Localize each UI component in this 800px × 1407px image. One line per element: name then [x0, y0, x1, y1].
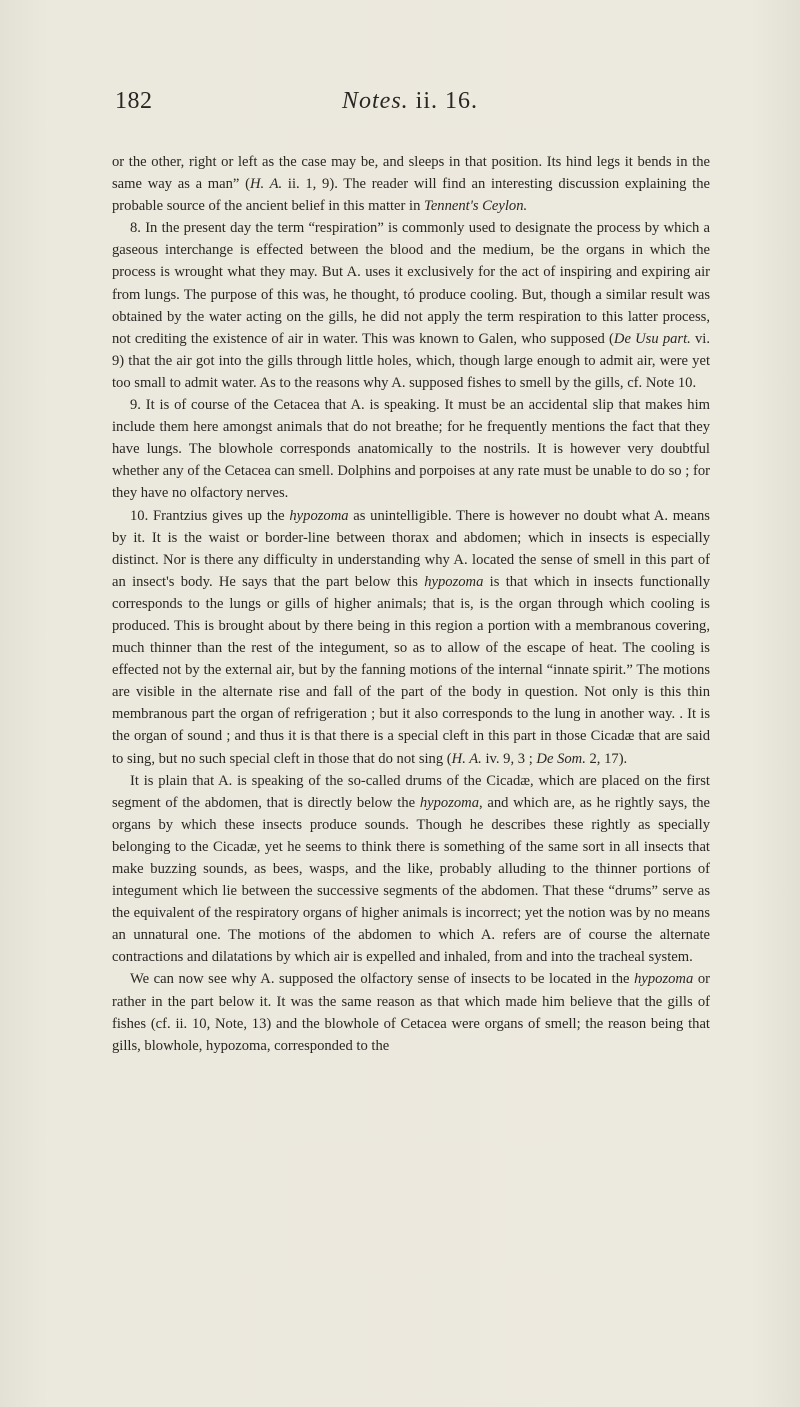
italic-text: hypozoma	[634, 971, 694, 988]
body-text	[112, 151, 710, 1057]
italic-text: H. A.	[249, 176, 283, 193]
text-run: or rather in the part below it. It was the same reason as that which made him believe that the gills of fishes (cf. ii. 10, Note, 13) and the blowhole of Cetacea were organs of smell; the reason being that gills, blowhole, hypozoma, corresponded to the	[112, 971, 710, 1054]
italic-text: Tennent's Ceylon.	[424, 198, 528, 215]
italic-text: De Som.	[536, 750, 586, 767]
page-header	[115, 88, 705, 128]
paragraph-continued	[112, 151, 710, 217]
running-head-title: Notes.	[341, 88, 409, 114]
note-8	[112, 217, 710, 394]
text-run: 10. Frantzius gives up the	[130, 507, 290, 524]
note-10-conclusion	[112, 968, 710, 1056]
text-run: It is plain that A. is speaking of the so-called drums of the Cicadæ, which are placed on the first segment of the abdomen, that is directly below the	[112, 772, 710, 811]
text-run: We can now see why A. supposed the olfactory sense of insects to be located in the	[130, 971, 635, 988]
note-10	[112, 505, 710, 770]
note-9	[112, 394, 710, 504]
running-head	[115, 88, 705, 115]
text-run: or the other, right or left as the case may be, and sleeps in that position. Its hind legs it bends in the same way as a man” (	[112, 154, 710, 193]
note-10-continued	[112, 770, 710, 969]
text-run: 8. In the present day the term “respiration” is commonly used to designate the process by which a gaseous interchange is effected between the blood and the medium, be the organs in which the process is wrought what they may. But A. uses it exclusively for the act of inspiring and expiring air from lungs. The purpose of this was, he thought, tó produce cooling. But, though a similar result was obtained by the water acting on the gills, he did not apply the term respiration to this latter process, not crediting the existence of air in water. This was known to Galen, who supposed (	[112, 220, 710, 347]
text-run: iv. 9, 3 ;	[481, 750, 537, 767]
text-run: as unintelligible. There is however no doubt what A. means by it. It is the waist or border-line between thorax and abdomen; which in insects is especially distinct. Nor is there any difficulty in understanding why A. located the sense of smell in this part of an insect's body. He says that the part below this	[112, 507, 710, 590]
text-run: is that which in insects functionally corresponds to the lungs or gills of higher animals; that is, is the organ through which cooling is produced. This is brought about by there being in this region a portion with a membranous covering, much thinner than the rest of the integument, so as to allow of the escape of heat. The cooling is effected not by the external air, but by the fanning motions of the internal “innate spirit.” The motions are visible in the alternate rise and fall of the part of the body in question. Not only is this thin membranous part the organ of refrigeration ; but it also corresponds to the lung in another way. . It is the organ of sound ; and thus it is that there is a special cleft in this part in those Cicadæ that are said to sing, but no such special cleft in those that do not sing (	[112, 573, 710, 767]
text-run: 2, 17).	[585, 750, 628, 767]
italic-text: hypozoma	[289, 507, 349, 524]
italic-text: hypozoma	[424, 573, 484, 590]
text-run: 9. It is of course of the Cetacea that A. is speaking. It must be an accidental slip that makes him include them here amongst animals that do not breathe; for he frequently mentions the fact that they have lungs. The blowhole corresponds anatomically to the nostrils. It is however very doubtful whether any of the Cetacea can smell. Dolphins and porpoises at any rate must be unable to do so ; for they have no olfactory nerves.	[112, 397, 710, 502]
text-run: ii. 1, 9). The reader will find an interesting discussion explaining the probable source of the ancient belief in this matter in	[112, 176, 710, 215]
running-head-section: ii. 16.	[408, 88, 478, 114]
text-run: , and which are, as he rightly says, the organs by which these insects produce sounds. Though he describes these rightly as specially belonging to the Cicadæ, yet he seems to think there is something of the same sort in all insects that make buzzing sounds, as bees, wasps, and the like, probably alluding to the thinner portions of integument which lie between the successive segments of the abdomen. That these “drums” serve as the equivalent of the respiratory organs of higher animals is incorrect; yet the notion was by no means an unnatural one. The motions of the abdomen to which A. refers are of course the alternate contractions and dilatations by which air is expelled and inhaled, from and into the tracheal system.	[112, 794, 710, 966]
italic-text: hypozoma	[419, 794, 480, 811]
text-run: vi. 9) that the air got into the gills through little holes, which, though large enough to admit air, were yet too small to admit water. As to the reasons why A. supposed fishes to smell by the gills, cf. Note 10.	[112, 330, 710, 391]
italic-text: H. A.	[451, 750, 482, 767]
italic-text: De Usu part.	[613, 330, 691, 347]
page-number: 182	[115, 88, 153, 114]
